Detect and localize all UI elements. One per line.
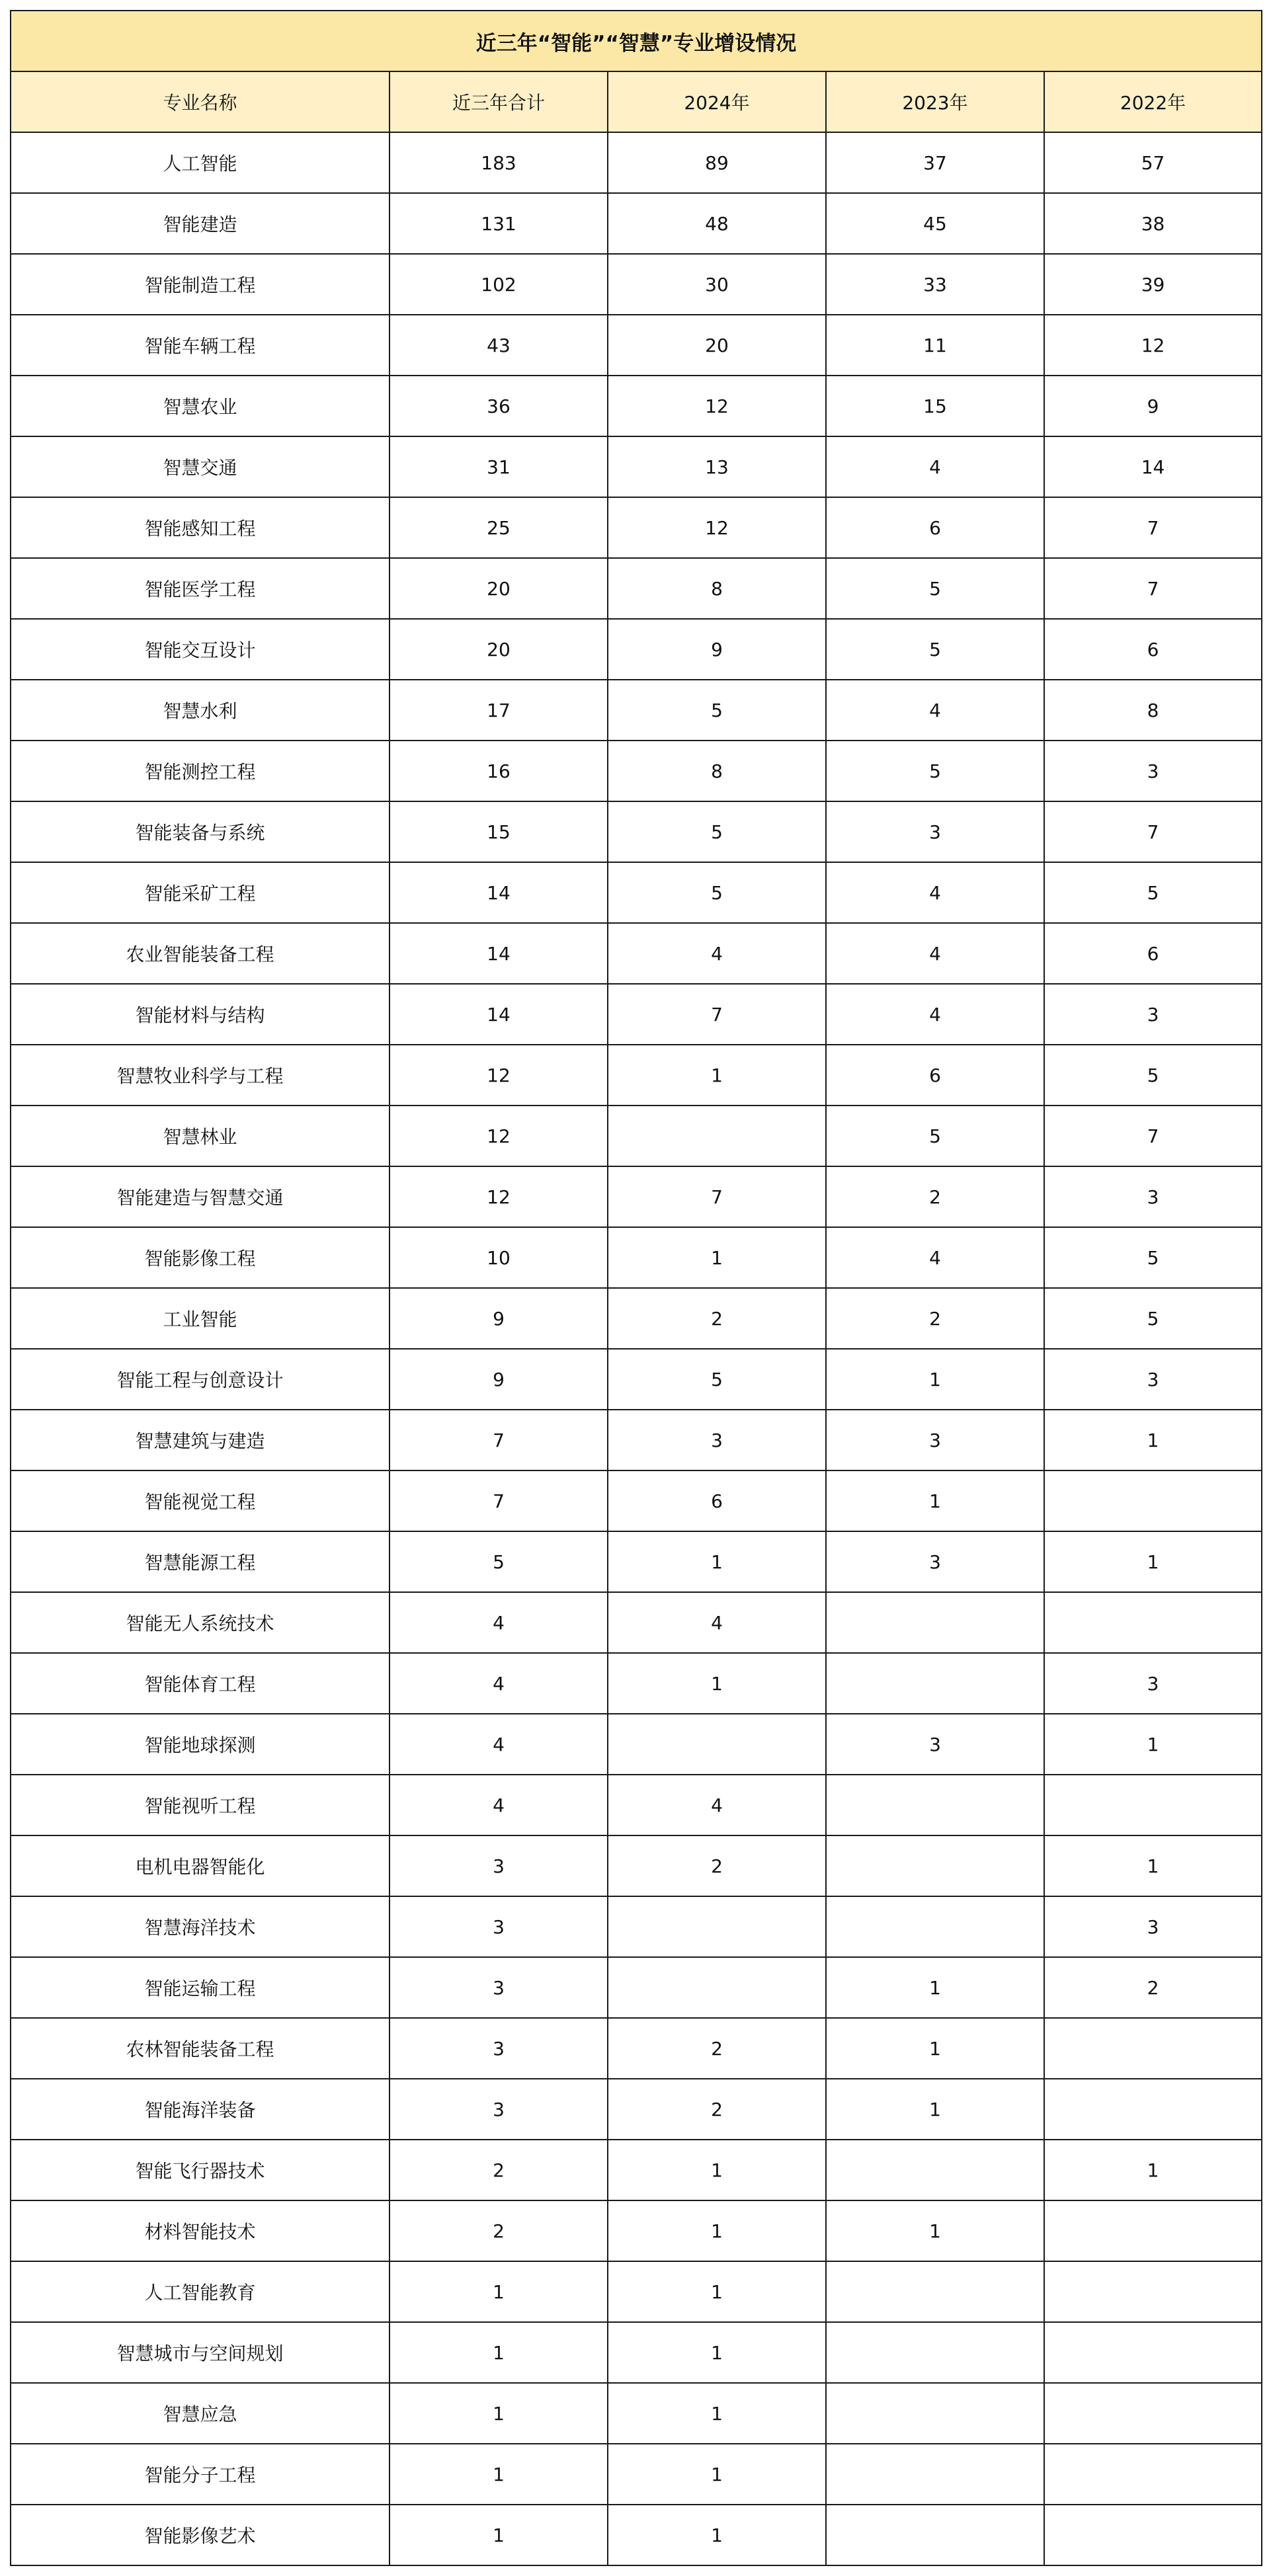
count-2024-cell: 4 <box>608 923 826 984</box>
count-2024-cell: 1 <box>608 1653 826 1714</box>
three-year-total-cell: 7 <box>390 1470 608 1531</box>
count-2023-cell <box>826 1653 1044 1714</box>
three-year-total-cell: 3 <box>390 2079 608 2140</box>
table-row <box>11 2200 1262 2261</box>
three-year-total-cell: 17 <box>390 680 608 741</box>
three-year-total-cell: 4 <box>390 1775 608 1835</box>
count-2023-cell <box>826 1896 1044 1957</box>
major-name-cell: 智能影像艺术 <box>11 2505 390 2565</box>
count-2022-cell: 1 <box>1044 1531 1262 1592</box>
three-year-total-cell: 14 <box>390 984 608 1045</box>
count-2023-cell: 4 <box>826 923 1044 984</box>
count-2023-cell: 5 <box>826 619 1044 680</box>
count-2023-cell: 3 <box>826 1410 1044 1470</box>
major-name-cell: 智慧应急 <box>11 2383 390 2444</box>
count-2022-cell: 1 <box>1044 1410 1262 1470</box>
count-2024-cell: 1 <box>608 2505 826 2565</box>
table-row <box>11 1288 1262 1349</box>
table-row <box>11 1714 1262 1775</box>
three-year-total-cell: 4 <box>390 1592 608 1653</box>
count-2022-cell: 9 <box>1044 376 1262 436</box>
count-2024-cell: 4 <box>608 1775 826 1835</box>
three-year-total-cell: 36 <box>390 376 608 436</box>
count-2022-cell: 57 <box>1044 132 1262 193</box>
count-2023-cell: 1 <box>826 2079 1044 2140</box>
count-2023-cell: 6 <box>826 497 1044 558</box>
column-header-2023: 2023年 <box>826 71 1044 132</box>
count-2024-cell: 89 <box>608 132 826 193</box>
major-name-cell: 智慧牧业科学与工程 <box>11 1045 390 1106</box>
count-2024-cell: 3 <box>608 1410 826 1470</box>
count-2022-cell <box>1044 1775 1262 1835</box>
count-2023-cell: 37 <box>826 132 1044 193</box>
table-row <box>11 2383 1262 2444</box>
major-name-cell: 智能地球探测 <box>11 1714 390 1775</box>
count-2023-cell: 4 <box>826 680 1044 741</box>
count-2022-cell: 5 <box>1044 1227 1262 1288</box>
count-2024-cell: 12 <box>608 497 826 558</box>
count-2024-cell: 13 <box>608 436 826 497</box>
count-2022-cell <box>1044 2079 1262 2140</box>
count-2022-cell: 7 <box>1044 558 1262 619</box>
count-2022-cell: 6 <box>1044 923 1262 984</box>
three-year-total-cell: 9 <box>390 1349 608 1410</box>
count-2022-cell: 1 <box>1044 1835 1262 1896</box>
column-header-three-year-total: 近三年合计 <box>390 71 608 132</box>
count-2024-cell: 5 <box>608 862 826 923</box>
major-name-cell: 智能影像工程 <box>11 1227 390 1288</box>
table-row <box>11 2079 1262 2140</box>
count-2022-cell: 2 <box>1044 1957 1262 2018</box>
count-2023-cell: 3 <box>826 801 1044 862</box>
count-2023-cell: 33 <box>826 254 1044 315</box>
count-2024-cell: 2 <box>608 1288 826 1349</box>
major-name-cell: 智慧农业 <box>11 376 390 436</box>
count-2023-cell <box>826 2322 1044 2383</box>
table-row <box>11 132 1262 193</box>
count-2024-cell: 1 <box>608 2383 826 2444</box>
count-2023-cell: 1 <box>826 1957 1044 2018</box>
three-year-total-cell: 1 <box>390 2505 608 2565</box>
count-2024-cell: 8 <box>608 741 826 801</box>
major-name-cell: 农业智能装备工程 <box>11 923 390 984</box>
table-row <box>11 497 1262 558</box>
major-name-cell: 智能视觉工程 <box>11 1470 390 1531</box>
three-year-total-cell: 4 <box>390 1714 608 1775</box>
major-name-cell: 农林智能装备工程 <box>11 2018 390 2079</box>
major-name-cell: 人工智能教育 <box>11 2261 390 2322</box>
table-row <box>11 315 1262 376</box>
count-2023-cell <box>826 1835 1044 1896</box>
count-2022-cell: 5 <box>1044 862 1262 923</box>
three-year-total-cell: 1 <box>390 2261 608 2322</box>
major-name-cell: 智能无人系统技术 <box>11 1592 390 1653</box>
table-row <box>11 741 1262 801</box>
count-2022-cell: 3 <box>1044 1349 1262 1410</box>
count-2022-cell: 7 <box>1044 497 1262 558</box>
table-row <box>11 558 1262 619</box>
count-2022-cell: 1 <box>1044 2140 1262 2200</box>
count-2022-cell: 3 <box>1044 1896 1262 1957</box>
major-name-cell: 智能建造 <box>11 193 390 254</box>
three-year-total-cell: 12 <box>390 1166 608 1227</box>
count-2023-cell <box>826 1592 1044 1653</box>
table-row <box>11 984 1262 1045</box>
major-name-cell: 智能感知工程 <box>11 497 390 558</box>
three-year-total-cell: 1 <box>390 2444 608 2505</box>
table-row <box>11 1106 1262 1166</box>
count-2022-cell: 6 <box>1044 619 1262 680</box>
count-2023-cell: 3 <box>826 1714 1044 1775</box>
major-name-cell: 人工智能 <box>11 132 390 193</box>
three-year-total-cell: 14 <box>390 862 608 923</box>
major-name-cell: 智能分子工程 <box>11 2444 390 2505</box>
count-2022-cell <box>1044 1592 1262 1653</box>
count-2022-cell: 7 <box>1044 801 1262 862</box>
table-row <box>11 923 1262 984</box>
table-row <box>11 2444 1262 2505</box>
count-2023-cell: 5 <box>826 741 1044 801</box>
table-title: 近三年“智能”“智慧”专业增设情况 <box>11 11 1262 71</box>
count-2024-cell: 9 <box>608 619 826 680</box>
table-row <box>11 2505 1262 2565</box>
table-row <box>11 801 1262 862</box>
count-2024-cell: 2 <box>608 2079 826 2140</box>
major-name-cell: 智能制造工程 <box>11 254 390 315</box>
three-year-total-cell: 12 <box>390 1045 608 1106</box>
count-2023-cell: 1 <box>826 1349 1044 1410</box>
table-row <box>11 2322 1262 2383</box>
table-container <box>10 10 1261 2566</box>
count-2024-cell: 6 <box>608 1470 826 1531</box>
count-2024-cell: 1 <box>608 1227 826 1288</box>
table-row <box>11 680 1262 741</box>
count-2023-cell: 4 <box>826 436 1044 497</box>
three-year-total-cell: 14 <box>390 923 608 984</box>
count-2024-cell <box>608 1106 826 1166</box>
table-row <box>11 1775 1262 1835</box>
three-year-total-cell: 3 <box>390 2018 608 2079</box>
table-row <box>11 1349 1262 1410</box>
count-2023-cell: 5 <box>826 1106 1044 1166</box>
table-row <box>11 1045 1262 1106</box>
count-2024-cell: 5 <box>608 1349 826 1410</box>
count-2023-cell: 1 <box>826 1470 1044 1531</box>
count-2024-cell: 2 <box>608 1835 826 1896</box>
table-row <box>11 619 1262 680</box>
major-name-cell: 智能采矿工程 <box>11 862 390 923</box>
count-2022-cell <box>1044 2383 1262 2444</box>
majors-table <box>10 10 1262 2566</box>
count-2024-cell <box>608 1896 826 1957</box>
count-2024-cell: 1 <box>608 2322 826 2383</box>
major-name-cell: 智能材料与结构 <box>11 984 390 1045</box>
count-2022-cell <box>1044 2261 1262 2322</box>
count-2022-cell: 5 <box>1044 1045 1262 1106</box>
table-row <box>11 254 1262 315</box>
count-2024-cell: 20 <box>608 315 826 376</box>
count-2024-cell: 5 <box>608 801 826 862</box>
three-year-total-cell: 2 <box>390 2200 608 2261</box>
count-2024-cell: 1 <box>608 2444 826 2505</box>
count-2023-cell: 5 <box>826 558 1044 619</box>
count-2023-cell: 4 <box>826 862 1044 923</box>
count-2023-cell: 2 <box>826 1166 1044 1227</box>
major-name-cell: 智慧能源工程 <box>11 1531 390 1592</box>
count-2022-cell: 12 <box>1044 315 1262 376</box>
count-2022-cell <box>1044 1470 1262 1531</box>
three-year-total-cell: 7 <box>390 1410 608 1470</box>
table-row <box>11 193 1262 254</box>
count-2022-cell: 5 <box>1044 1288 1262 1349</box>
major-name-cell: 智能医学工程 <box>11 558 390 619</box>
table-row <box>11 862 1262 923</box>
three-year-total-cell: 20 <box>390 558 608 619</box>
count-2024-cell: 8 <box>608 558 826 619</box>
count-2022-cell: 1 <box>1044 1714 1262 1775</box>
table-row <box>11 2140 1262 2200</box>
count-2022-cell: 14 <box>1044 436 1262 497</box>
table-row <box>11 2018 1262 2079</box>
major-name-cell: 智能测控工程 <box>11 741 390 801</box>
three-year-total-cell: 9 <box>390 1288 608 1349</box>
three-year-total-cell: 102 <box>390 254 608 315</box>
three-year-total-cell: 3 <box>390 1835 608 1896</box>
count-2024-cell: 1 <box>608 2261 826 2322</box>
major-name-cell: 智慧交通 <box>11 436 390 497</box>
count-2023-cell: 2 <box>826 1288 1044 1349</box>
table-body <box>11 132 1262 2565</box>
count-2024-cell: 12 <box>608 376 826 436</box>
table-row <box>11 1410 1262 1470</box>
major-name-cell: 智慧城市与空间规划 <box>11 2322 390 2383</box>
count-2024-cell: 2 <box>608 2018 826 2079</box>
count-2023-cell: 1 <box>826 2018 1044 2079</box>
major-name-cell: 智能交互设计 <box>11 619 390 680</box>
three-year-total-cell: 2 <box>390 2140 608 2200</box>
three-year-total-cell: 1 <box>390 2383 608 2444</box>
major-name-cell: 智能装备与系统 <box>11 801 390 862</box>
major-name-cell: 电机电器智能化 <box>11 1835 390 1896</box>
three-year-total-cell: 25 <box>390 497 608 558</box>
table-row <box>11 1957 1262 2018</box>
count-2024-cell: 1 <box>608 2200 826 2261</box>
count-2022-cell <box>1044 2322 1262 2383</box>
three-year-total-cell: 20 <box>390 619 608 680</box>
count-2023-cell <box>826 2444 1044 2505</box>
count-2024-cell: 5 <box>608 680 826 741</box>
table-row <box>11 436 1262 497</box>
title-row <box>11 11 1262 71</box>
three-year-total-cell: 3 <box>390 1957 608 2018</box>
count-2024-cell: 30 <box>608 254 826 315</box>
count-2024-cell: 1 <box>608 1045 826 1106</box>
count-2022-cell <box>1044 2018 1262 2079</box>
count-2024-cell: 4 <box>608 1592 826 1653</box>
column-header-major-name: 专业名称 <box>11 71 390 132</box>
three-year-total-cell: 1 <box>390 2322 608 2383</box>
three-year-total-cell: 5 <box>390 1531 608 1592</box>
three-year-total-cell: 15 <box>390 801 608 862</box>
table-row <box>11 1896 1262 1957</box>
count-2023-cell: 45 <box>826 193 1044 254</box>
major-name-cell: 智能视听工程 <box>11 1775 390 1835</box>
count-2022-cell: 8 <box>1044 680 1262 741</box>
header-row <box>11 71 1262 132</box>
major-name-cell: 智慧海洋技术 <box>11 1896 390 1957</box>
table-row <box>11 1166 1262 1227</box>
count-2023-cell <box>826 2505 1044 2565</box>
count-2022-cell: 3 <box>1044 741 1262 801</box>
major-name-cell: 智能飞行器技术 <box>11 2140 390 2200</box>
count-2023-cell <box>826 2383 1044 2444</box>
three-year-total-cell: 12 <box>390 1106 608 1166</box>
major-name-cell: 智慧林业 <box>11 1106 390 1166</box>
three-year-total-cell: 16 <box>390 741 608 801</box>
count-2022-cell <box>1044 2505 1262 2565</box>
three-year-total-cell: 31 <box>390 436 608 497</box>
table-row <box>11 1653 1262 1714</box>
count-2023-cell <box>826 1775 1044 1835</box>
table-row <box>11 1592 1262 1653</box>
count-2024-cell: 1 <box>608 2140 826 2200</box>
major-name-cell: 智慧水利 <box>11 680 390 741</box>
table-row <box>11 1835 1262 1896</box>
major-name-cell: 智慧建筑与建造 <box>11 1410 390 1470</box>
count-2024-cell: 7 <box>608 1166 826 1227</box>
column-header-2024: 2024年 <box>608 71 826 132</box>
count-2022-cell: 3 <box>1044 984 1262 1045</box>
count-2023-cell: 3 <box>826 1531 1044 1592</box>
table-row <box>11 376 1262 436</box>
count-2022-cell: 7 <box>1044 1106 1262 1166</box>
count-2024-cell: 7 <box>608 984 826 1045</box>
count-2024-cell: 1 <box>608 1531 826 1592</box>
count-2023-cell: 11 <box>826 315 1044 376</box>
count-2022-cell: 3 <box>1044 1166 1262 1227</box>
count-2023-cell: 1 <box>826 2200 1044 2261</box>
count-2023-cell: 4 <box>826 984 1044 1045</box>
count-2023-cell <box>826 2140 1044 2200</box>
count-2023-cell: 6 <box>826 1045 1044 1106</box>
major-name-cell: 智能体育工程 <box>11 1653 390 1714</box>
count-2024-cell <box>608 1957 826 2018</box>
count-2024-cell <box>608 1714 826 1775</box>
count-2022-cell: 3 <box>1044 1653 1262 1714</box>
count-2022-cell <box>1044 2444 1262 2505</box>
count-2022-cell <box>1044 2200 1262 2261</box>
table-row <box>11 1470 1262 1531</box>
major-name-cell: 智能建造与智慧交通 <box>11 1166 390 1227</box>
table-row <box>11 1227 1262 1288</box>
three-year-total-cell: 4 <box>390 1653 608 1714</box>
column-header-2022: 2022年 <box>1044 71 1262 132</box>
three-year-total-cell: 43 <box>390 315 608 376</box>
count-2023-cell <box>826 2261 1044 2322</box>
count-2022-cell: 38 <box>1044 193 1262 254</box>
major-name-cell: 智能海洋装备 <box>11 2079 390 2140</box>
major-name-cell: 智能运输工程 <box>11 1957 390 2018</box>
major-name-cell: 智能车辆工程 <box>11 315 390 376</box>
count-2023-cell: 15 <box>826 376 1044 436</box>
count-2024-cell: 48 <box>608 193 826 254</box>
major-name-cell: 工业智能 <box>11 1288 390 1349</box>
major-name-cell: 材料智能技术 <box>11 2200 390 2261</box>
table-row <box>11 1531 1262 1592</box>
three-year-total-cell: 183 <box>390 132 608 193</box>
major-name-cell: 智能工程与创意设计 <box>11 1349 390 1410</box>
three-year-total-cell: 10 <box>390 1227 608 1288</box>
count-2023-cell: 4 <box>826 1227 1044 1288</box>
three-year-total-cell: 131 <box>390 193 608 254</box>
table-row <box>11 2261 1262 2322</box>
count-2022-cell: 39 <box>1044 254 1262 315</box>
three-year-total-cell: 3 <box>390 1896 608 1957</box>
